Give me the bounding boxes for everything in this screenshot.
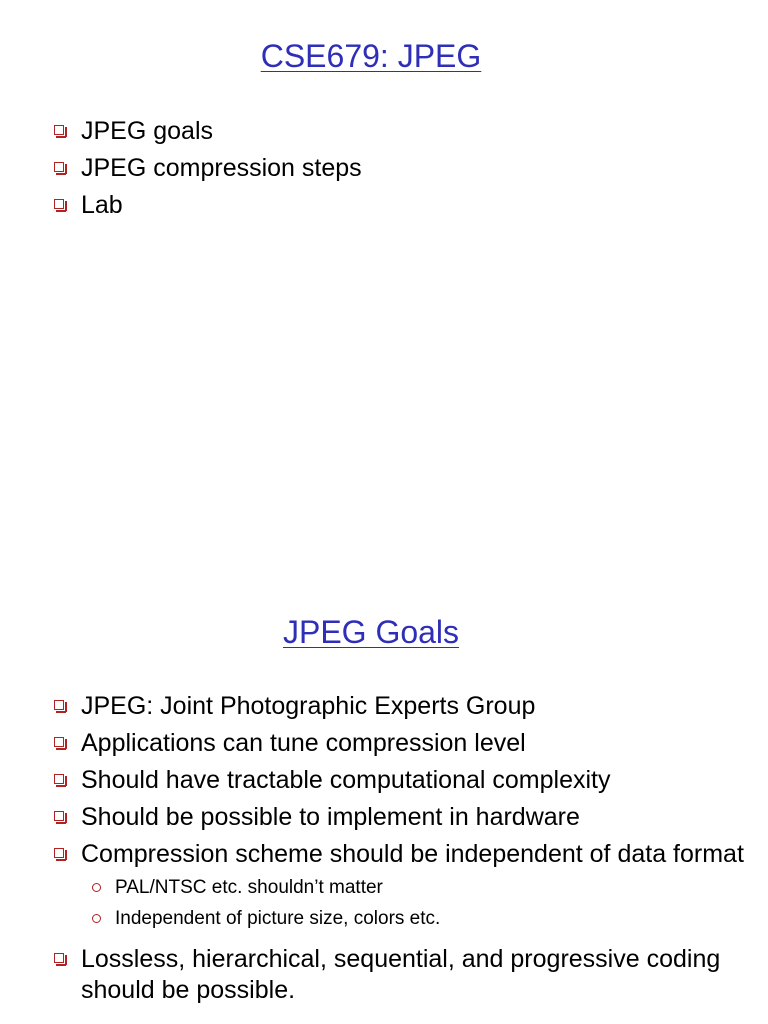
slide-title: CSE679: JPEG: [260, 38, 482, 74]
bullet-item: [52, 728, 752, 759]
bullet-item: [52, 765, 752, 796]
square-bullet-icon: [54, 700, 64, 710]
bullet-text: Compression scheme should be independent of data format: [81, 840, 744, 868]
bullet-item: [52, 839, 752, 934]
square-bullet-icon: [54, 199, 64, 209]
bullet-item: [52, 116, 752, 147]
square-bullet-icon: [54, 125, 64, 135]
bullet-item: [52, 190, 752, 221]
bullet-text: Applications can tune compression level: [81, 729, 526, 757]
circle-bullet-icon: [92, 883, 101, 892]
bullet-list: [52, 691, 752, 1012]
square-bullet-icon: [54, 848, 64, 858]
square-bullet-icon: [54, 774, 64, 784]
sub-bullet-item: [81, 903, 752, 934]
sub-bullet-text: Independent of picture size, colors etc.: [115, 908, 441, 929]
square-bullet-icon: [54, 737, 64, 747]
bullet-item: [52, 153, 752, 184]
square-bullet-icon: [54, 953, 64, 963]
bullet-text: Should have tractable computational complexity: [81, 766, 611, 794]
sub-bullet-text: PAL/NTSC etc. shouldn’t matter: [115, 877, 383, 898]
bullet-item: [52, 691, 752, 722]
bullet-item: [52, 802, 752, 833]
circle-bullet-icon: [92, 914, 101, 923]
bullet-text: Lossless, hierarchical, sequential, and progressive coding should be possible.: [81, 945, 721, 1004]
bullet-item: [52, 944, 752, 1006]
slide-2: [0, 580, 768, 1024]
bullet-list: [52, 116, 752, 227]
square-bullet-icon: [54, 811, 64, 821]
bullet-text: JPEG: Joint Photographic Experts Group: [81, 692, 536, 720]
bullet-text: JPEG goals: [81, 117, 214, 145]
bullet-text: Should be possible to implement in hardware: [81, 803, 580, 831]
bullet-text: Lab: [81, 191, 123, 219]
sub-bullet-item: [81, 872, 752, 903]
slide-title: JPEG Goals: [282, 614, 460, 650]
square-bullet-icon: [54, 162, 64, 172]
sub-bullet-list: [81, 872, 752, 934]
bullet-text: JPEG compression steps: [81, 154, 362, 182]
